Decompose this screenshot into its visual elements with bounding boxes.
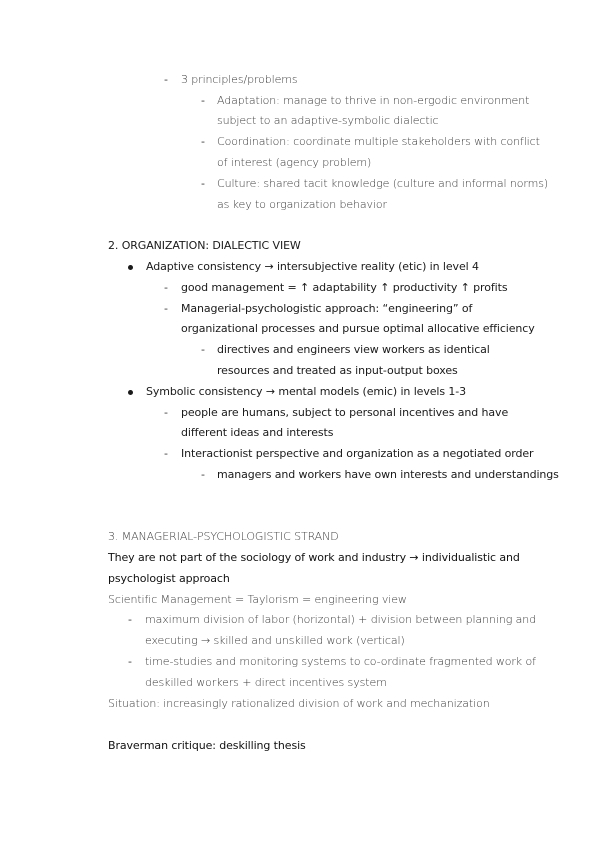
managerial-approach-line2: organizational processes and pursue optimal allocative efficiency: [181, 322, 535, 335]
principle-culture-line1: Culture: shared tacit knowledge (culture and informal norms): [217, 177, 549, 190]
principle-adaptation-line2: subject to an adaptive-symbolic dialectic: [217, 114, 439, 127]
section3-title: 3. MANAGERIAL-PSYCHOLOGISTIC STRAND: [108, 530, 339, 543]
principle-culture-line2: as key to organization behavior: [217, 198, 387, 211]
list-dash: -: [201, 177, 205, 190]
time-studies-line1: time-studies and monitoring systems to co-ordinate fragmented work of: [145, 655, 536, 668]
list-dash: -: [201, 343, 205, 356]
list-dash: -: [201, 94, 205, 107]
directives-engineers-line1: directives and engineers view workers as identical: [217, 343, 490, 356]
division-of-labor-line1: maximum division of labor (horizontal) + division between planning and: [145, 613, 536, 626]
adaptive-consistency-bullet: Adaptive consistency → intersubjective reality (etic) in level 4: [146, 260, 479, 273]
list-dash: -: [164, 302, 168, 315]
braverman-critique: Braverman critique: deskilling thesis: [108, 739, 306, 752]
bullet-dot: [128, 390, 133, 395]
principle-coordination-line2: of interest (agency problem): [217, 156, 372, 169]
list-dash: -: [201, 468, 205, 481]
section3-intro-line1: They are not part of the sociology of work and industry → individualistic and: [108, 551, 520, 564]
directives-engineers-line2: resources and treated as input-output boxes: [217, 364, 458, 377]
people-humans-line2: different ideas and interests: [181, 426, 334, 439]
principle-coordination-line1: Coordination: coordinate multiple stakeholders with conflict: [217, 135, 540, 148]
list-dash: -: [164, 406, 168, 419]
symbolic-consistency-bullet: Symbolic consistency → mental models (emic) in levels 1-3: [146, 385, 467, 398]
time-studies-line2: deskilled workers + direct incentives system: [145, 676, 387, 689]
situation-text: Situation: increasingly rationalized division of work and mechanization: [108, 697, 490, 710]
good-management-item: good management = ↑ adaptability ↑ productivity ↑ profits: [181, 281, 508, 294]
managerial-approach-line1: Managerial-psychologistic approach: “engineering” of: [181, 302, 473, 315]
scientific-management-title: Scientific Management = Taylorism = engineering view: [108, 593, 407, 606]
list-dash: -: [164, 73, 168, 86]
principle-adaptation-line1: Adaptation: manage to thrive in non-ergodic environment: [217, 94, 530, 107]
list-dash: -: [201, 135, 205, 148]
list-dash: -: [164, 281, 168, 294]
section3-intro-line2: psychologist approach: [108, 572, 230, 585]
list-dash: -: [128, 613, 132, 626]
principles-item: 3 principles/problems: [181, 73, 298, 86]
section2-title: 2. ORGANIZATION: DIALECTIC VIEW: [108, 239, 301, 252]
bullet-dot: [128, 265, 133, 270]
people-humans-line1: people are humans, subject to personal incentives and have: [181, 406, 509, 419]
list-dash: -: [164, 447, 168, 460]
interactionist-item: Interactionist perspective and organization as a negotiated order: [181, 447, 534, 460]
list-dash: -: [128, 655, 132, 668]
division-of-labor-line2: executing → skilled and unskilled work (vertical): [145, 634, 405, 647]
managers-workers-item: managers and workers have own interests and understandings: [217, 468, 559, 481]
